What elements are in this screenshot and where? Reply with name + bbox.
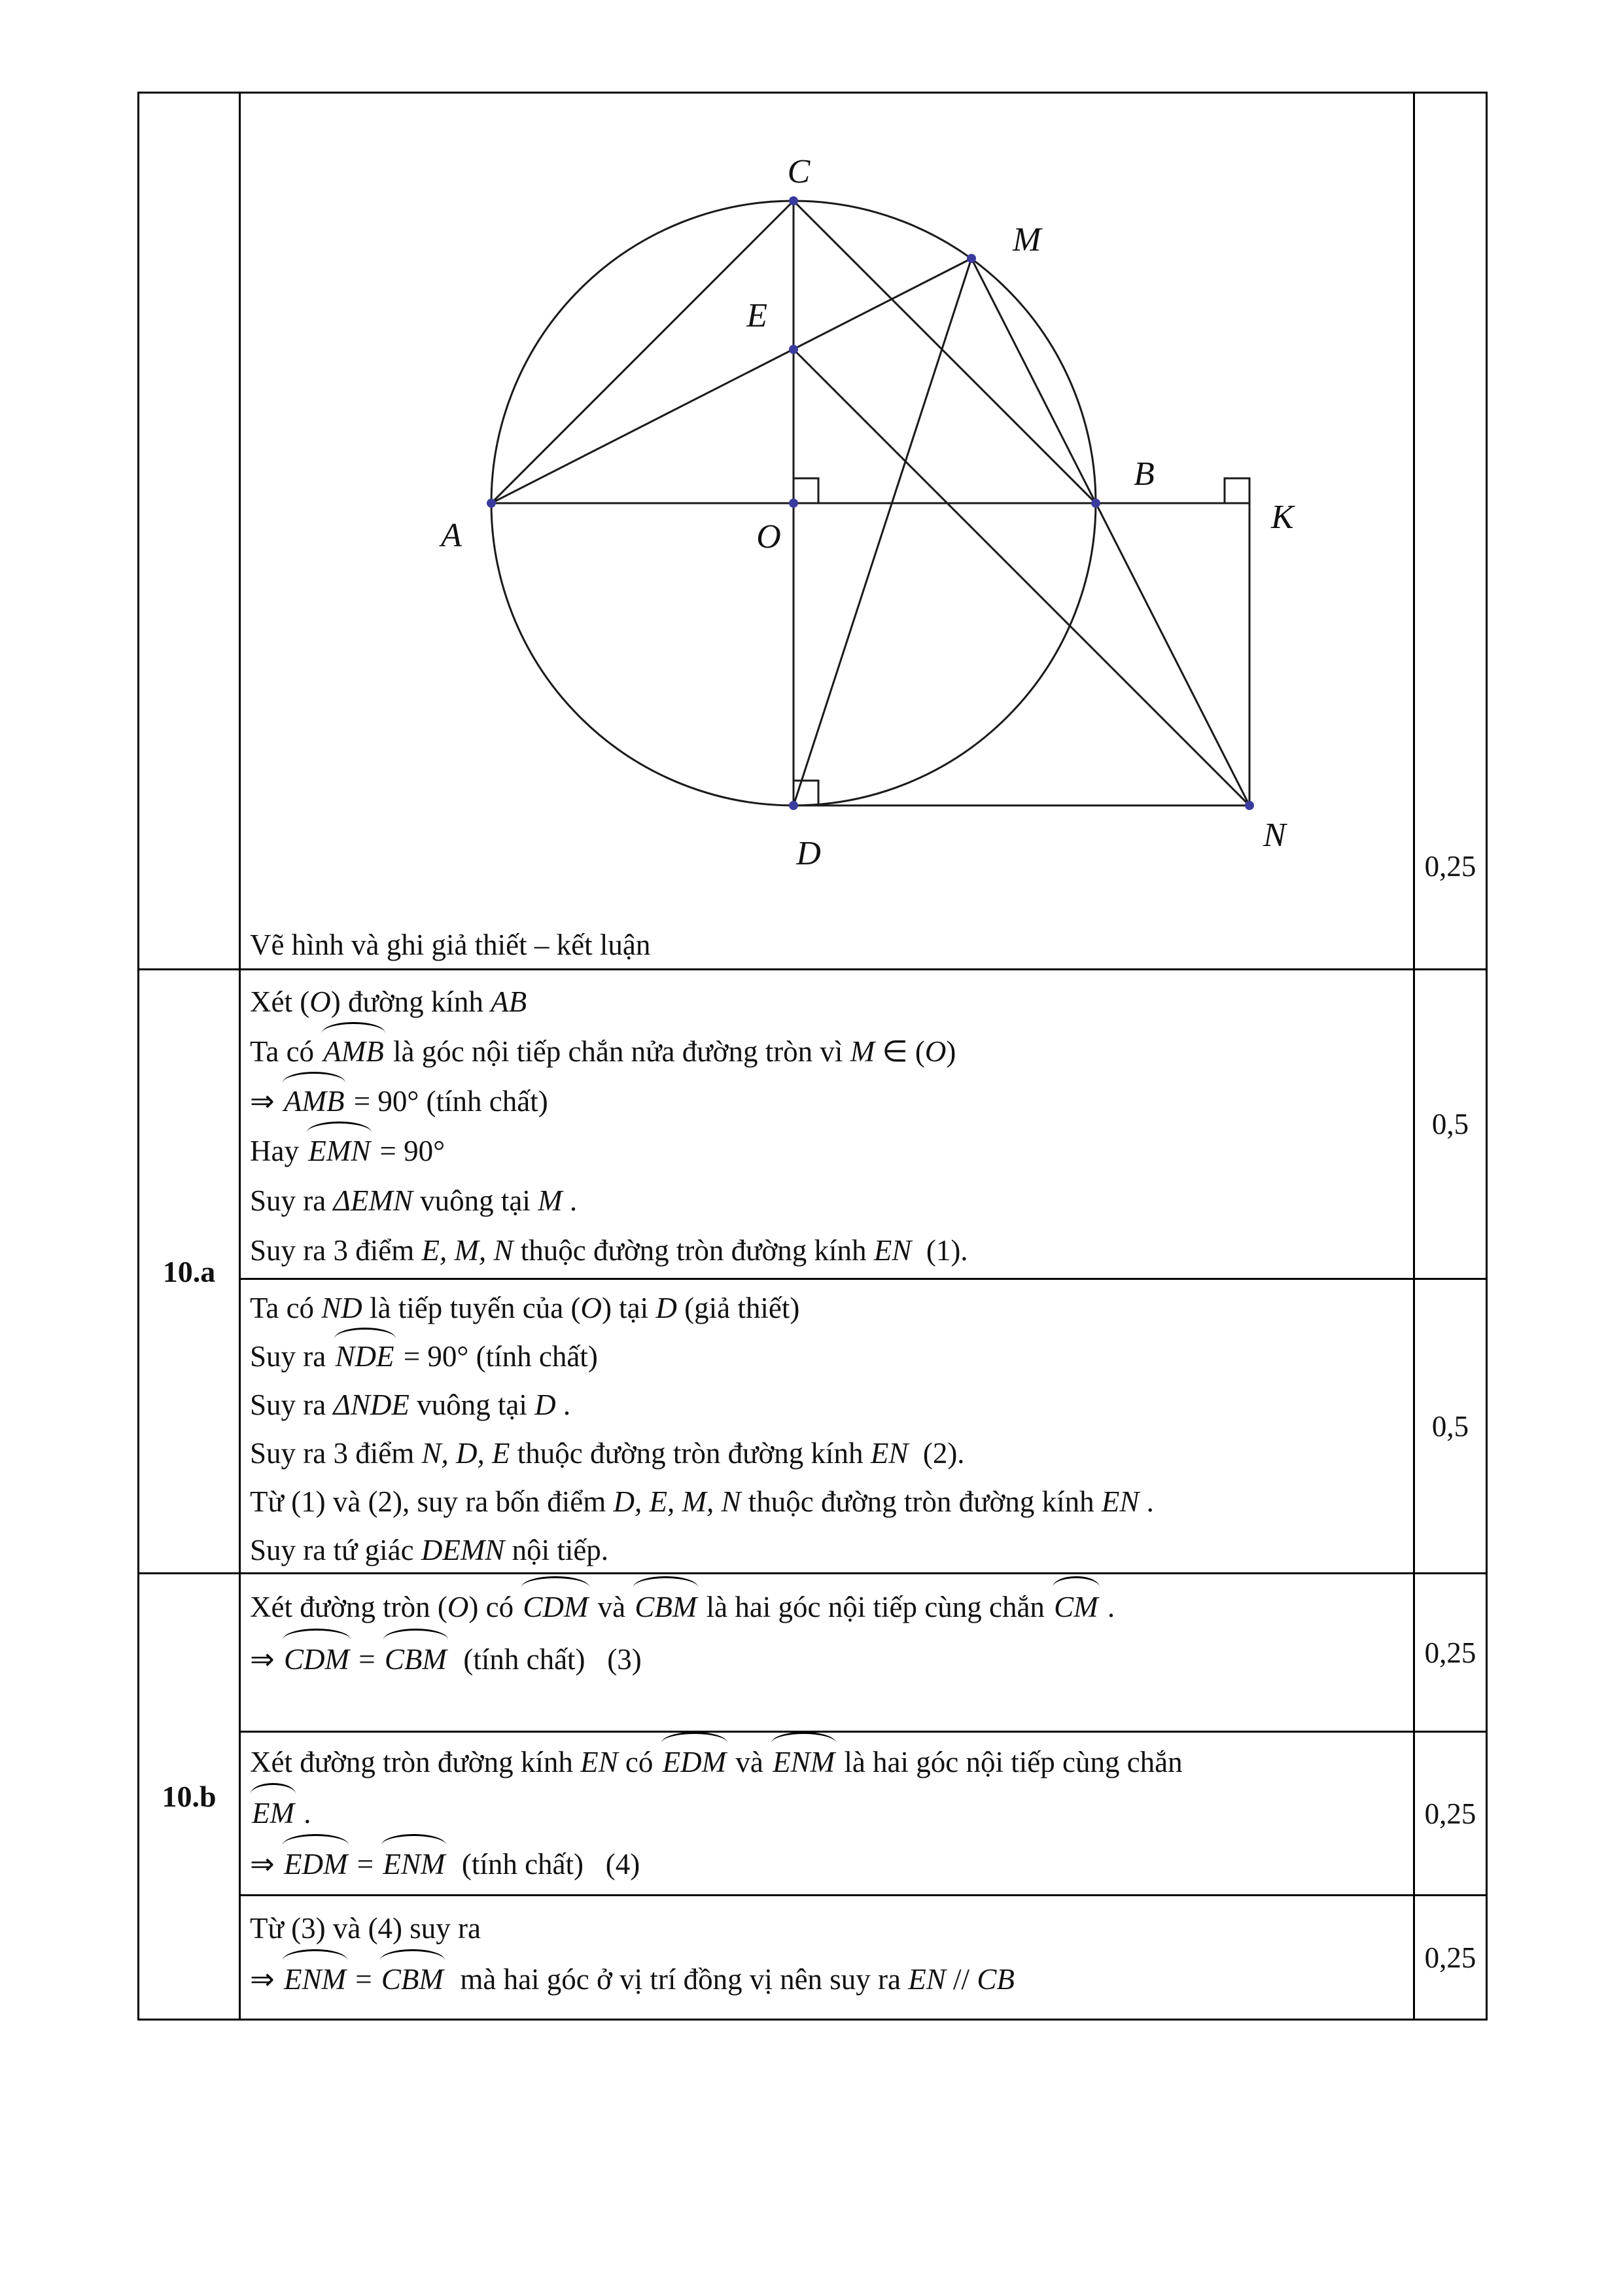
angle-hat: CBM	[383, 1633, 449, 1686]
point-E	[789, 345, 798, 354]
content-cell-10b-2	[241, 1733, 1415, 1896]
text-run: .	[296, 1797, 311, 1829]
text-run: ⇒	[250, 1848, 282, 1881]
angle-hat: ENM	[282, 1954, 348, 2005]
math-var: ΔEMN	[333, 1184, 413, 1217]
angle-hat: AMB	[282, 1076, 346, 1126]
text-line	[250, 1332, 1405, 1381]
segment-MN	[971, 258, 1249, 805]
text-run: Suy ra 3 điểm	[250, 1234, 422, 1267]
text-line	[250, 1284, 1405, 1332]
angle-hat: EM	[250, 1788, 296, 1839]
text-run: ⇒	[250, 1085, 282, 1118]
figure-labels	[439, 153, 1295, 872]
text-run: vuông tại	[412, 1184, 538, 1217]
score-value: 0,25	[1424, 1941, 1476, 1974]
text-run: vuông tại	[409, 1388, 535, 1421]
text-line	[250, 1954, 1405, 2005]
math-var: E, M, N	[421, 1234, 514, 1267]
math-var: M	[850, 1035, 875, 1068]
point-label-B: B	[1134, 455, 1155, 493]
point-N	[1245, 801, 1254, 810]
text-run: Suy ra	[250, 1184, 334, 1217]
figure-caption: Vẽ hình và ghi giả thiết – kết luận	[250, 928, 651, 961]
text-line	[250, 1429, 1405, 1477]
question-cell-empty	[139, 94, 241, 970]
score-value: 0,5	[1431, 1108, 1469, 1140]
text-run: .	[1139, 1485, 1154, 1518]
math-var: EN	[870, 1437, 909, 1470]
text-run: = 90° (tính chất)	[396, 1340, 598, 1373]
text-run: là góc nội tiếp chắn nửa đường tròn vì	[385, 1035, 850, 1068]
text-run: .	[555, 1388, 571, 1421]
score-cell-10a-1	[1415, 970, 1488, 1280]
text-run: là hai góc nội tiếp cùng chắn	[837, 1746, 1183, 1778]
angle-hat: EDM	[282, 1839, 349, 1890]
score-value: 0,25	[1424, 850, 1476, 883]
point-M	[967, 254, 976, 263]
right-angle-mark-O	[794, 478, 818, 503]
text-run: = 90°	[372, 1135, 445, 1167]
right-angle-mark-K	[1225, 478, 1249, 503]
point-D	[789, 801, 798, 810]
text-run: .	[562, 1184, 578, 1217]
content-cell-10a-1	[241, 970, 1415, 1280]
segment-CB	[794, 201, 1096, 503]
score-cell-10b-2	[1415, 1733, 1488, 1896]
math-var: ΔNDE	[333, 1388, 410, 1421]
text-line	[250, 1839, 1405, 1890]
math-var: O	[924, 1035, 947, 1068]
point-label-M: M	[1013, 221, 1041, 258]
math-var: ND	[321, 1292, 362, 1324]
text-run: ⇒	[250, 1643, 282, 1676]
text-run: Suy ra	[250, 1388, 334, 1421]
text-line	[250, 1126, 1405, 1176]
score-cell-10b-3	[1415, 1896, 1488, 2021]
angle-hat: CDM	[521, 1581, 590, 1633]
point-label-A: A	[441, 517, 462, 554]
text-run: =	[347, 1963, 379, 1996]
text-line	[250, 1027, 1405, 1076]
text-run: Từ (3) và (4) suy ra	[250, 1912, 481, 1945]
angle-hat: CBM	[379, 1954, 445, 2005]
text-line	[250, 1477, 1405, 1526]
text-run: ) tại	[601, 1292, 656, 1324]
text-run: có	[618, 1746, 661, 1778]
text-run: Suy ra	[250, 1340, 334, 1373]
math-var: O	[580, 1292, 602, 1324]
math-var: N, D, E	[421, 1437, 510, 1470]
text-run: mà hai góc ở vị trí đồng vị nên suy ra	[445, 1963, 909, 1996]
text-run: =	[349, 1848, 381, 1881]
text-run: )	[946, 1035, 956, 1068]
segment-AM	[491, 258, 971, 503]
math-var: D	[655, 1292, 677, 1324]
text-line	[250, 1076, 1405, 1126]
angle-hat: EDM	[661, 1737, 728, 1788]
question-label-10a: 10.a	[162, 1254, 216, 1288]
text-line	[250, 977, 1405, 1027]
text-run: =	[351, 1643, 383, 1676]
text-run: Suy ra 3 điểm	[250, 1437, 422, 1470]
text-run: ) có	[468, 1591, 521, 1623]
angle-hat: EMN	[306, 1126, 372, 1176]
content-cell-10a-2	[241, 1280, 1415, 1574]
text-run: ⇒	[250, 1963, 282, 1996]
score-cell-10a-2	[1415, 1280, 1488, 1574]
text-run: nội tiếp.	[504, 1534, 609, 1566]
text-run: ∈ (	[875, 1035, 925, 1068]
math-var: D, E, M, N	[613, 1485, 741, 1518]
figure-cell	[241, 94, 1415, 970]
text-line	[250, 1226, 1405, 1275]
text-run: Suy ra tứ giác	[250, 1534, 421, 1566]
text-line	[250, 1633, 1405, 1686]
math-var: AB	[491, 985, 527, 1018]
point-label-C: C	[787, 153, 811, 190]
question-cell-10b	[139, 1574, 241, 2021]
point-O	[789, 499, 798, 508]
text-run: Xét (	[250, 985, 310, 1018]
point-label-K: K	[1271, 499, 1294, 536]
text-line	[250, 1903, 1405, 1954]
answer-table	[137, 92, 1488, 2021]
text-line	[250, 1381, 1405, 1429]
text-run: Ta có	[250, 1035, 322, 1068]
text-run: //	[945, 1963, 977, 1996]
figure-strokes	[491, 201, 1249, 805]
segment-MD	[794, 258, 971, 805]
text-run: Xét đường tròn (	[250, 1591, 447, 1623]
text-line	[250, 1581, 1405, 1633]
text-run: (tính chất) (3)	[448, 1643, 642, 1676]
text-run: (tính chất) (4)	[447, 1848, 640, 1881]
math-var: M	[538, 1184, 563, 1217]
angle-hat: CM	[1052, 1581, 1100, 1633]
segment-EN	[794, 349, 1249, 805]
math-var: EN	[873, 1234, 912, 1267]
text-run: (giả thiết)	[676, 1292, 800, 1324]
math-var: DEMN	[421, 1534, 505, 1566]
point-label-E: E	[746, 297, 767, 334]
question-cell-10a	[139, 970, 241, 1574]
text-line	[250, 1788, 1405, 1839]
text-run: Xét đường tròn đường kính	[250, 1746, 581, 1778]
text-run: và	[590, 1591, 633, 1623]
point-label-N: N	[1263, 817, 1286, 854]
math-var: EN	[1101, 1485, 1140, 1518]
content-cell-10b-1	[241, 1574, 1415, 1733]
question-label-10b: 10.b	[162, 1780, 217, 1813]
geometry-figure	[362, 105, 1317, 897]
text-run: là tiếp tuyến của (	[362, 1292, 581, 1324]
angle-hat: CBM	[633, 1581, 699, 1633]
point-C	[789, 196, 798, 205]
text-run: Hay	[250, 1135, 307, 1167]
content-cell-10b-3	[241, 1896, 1415, 2021]
point-A	[487, 499, 496, 508]
text-run: ) đường kính	[330, 985, 491, 1018]
text-line	[250, 1176, 1405, 1226]
math-var: EN	[580, 1746, 618, 1778]
text-run: Ta có	[250, 1292, 322, 1324]
point-B	[1091, 499, 1100, 508]
score-value: 0,25	[1424, 1797, 1476, 1830]
math-var: CB	[977, 1963, 1015, 1996]
score-cell-figure	[1415, 94, 1488, 970]
text-run: Từ (1) và (2), suy ra bốn điểm	[250, 1485, 614, 1518]
math-var: EN	[908, 1963, 946, 1996]
score-value: 0,5	[1431, 1409, 1469, 1443]
text-run: thuộc đường tròn đường kính	[741, 1485, 1102, 1518]
math-var: O	[447, 1591, 469, 1623]
math-var: D	[534, 1388, 556, 1421]
angle-hat: ENM	[381, 1839, 447, 1890]
text-run: thuộc đường tròn đường kính	[513, 1234, 874, 1267]
point-label-D: D	[796, 835, 821, 872]
text-run: = 90° (tính chất)	[346, 1085, 548, 1118]
angle-hat: AMB	[321, 1027, 385, 1076]
text-line	[250, 1737, 1405, 1788]
geometry-figure-wrapper	[362, 105, 1413, 900]
text-run: thuộc đường tròn đường kính	[510, 1437, 871, 1470]
segment-CA	[491, 201, 794, 503]
text-line	[250, 1526, 1405, 1574]
math-var: O	[309, 985, 331, 1018]
angle-hat: NDE	[334, 1332, 396, 1381]
text-run: và	[728, 1746, 771, 1778]
angle-hat: CDM	[282, 1633, 351, 1686]
text-run: (1).	[911, 1234, 968, 1267]
angle-hat: ENM	[771, 1737, 837, 1788]
score-cell-10b-1	[1415, 1574, 1488, 1733]
text-run: là hai góc nội tiếp cùng chắn	[699, 1591, 1053, 1623]
text-run: .	[1100, 1591, 1115, 1623]
point-label-O: O	[756, 518, 781, 556]
score-value: 0,25	[1424, 1636, 1476, 1669]
text-run: (2).	[908, 1437, 965, 1470]
